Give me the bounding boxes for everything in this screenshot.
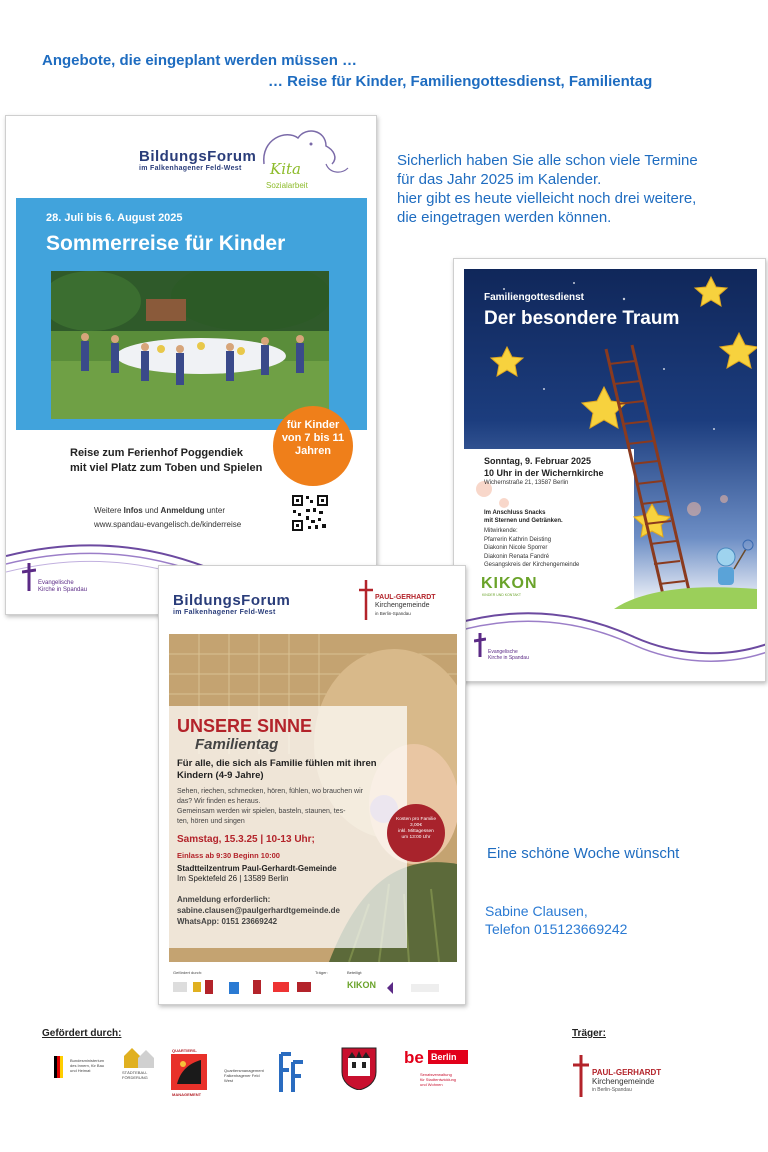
snack-note xyxy=(484,509,563,525)
snack-line: Im Anschluss Snacks xyxy=(484,510,546,516)
ffw-logo-icon xyxy=(277,1052,303,1094)
logo-title: BildungsForum xyxy=(173,592,291,609)
info-bold: Anmeldung xyxy=(160,506,205,515)
signature-phone[interactable]: Telefon 015123669242 xyxy=(485,921,628,937)
mitwirkende-line: Pfarrerin Kathrin Deisting xyxy=(484,536,552,543)
poster-sommerreise[interactable] xyxy=(5,115,377,615)
kita-sub: Sozialarbeit xyxy=(266,181,308,190)
body-line: Sehen, riechen, schmecken, hören, fühlen, wo brauchen wir xyxy=(177,788,363,795)
date-line: Sonntag, 9. Februar 2025 xyxy=(484,456,592,466)
church-logo-line: Kirche in Spandau xyxy=(38,587,88,593)
cross-icon xyxy=(474,633,486,657)
german-eagle-icon xyxy=(54,1056,66,1078)
time-line: 10 Uhr in der Wichernkirche xyxy=(484,468,604,478)
familientag-title: UNSERE SINNE xyxy=(177,716,313,736)
familientag-subtitle: Familientag xyxy=(195,736,279,753)
senat-line: für Stadtentwicklung xyxy=(420,1077,457,1082)
bildungsforum-logo xyxy=(139,148,256,172)
logo-subtitle: im Falkenhagener Feld-West xyxy=(139,165,242,172)
poster-familientag[interactable] xyxy=(158,565,466,1005)
body-line: ten, hören und singen xyxy=(177,818,245,825)
kikon-logo: KIKON xyxy=(481,575,538,592)
mitwirkende-line: Diakonin Nicole Sporrer xyxy=(484,545,548,551)
cost-line: um 13:00 Uhr xyxy=(401,835,431,840)
wave-decoration xyxy=(454,599,766,682)
qm-text xyxy=(224,1068,264,1083)
familientag-body xyxy=(177,787,387,827)
info-text: unter xyxy=(204,506,226,515)
pg-line: Kirchengemeinde xyxy=(592,1077,655,1086)
senat-line: und Wohnen xyxy=(420,1082,443,1087)
anmeldung-line: Anmeldung erforderlich: xyxy=(177,895,271,904)
staedtebau-logo-icon xyxy=(122,1046,156,1068)
anmeldung-whatsapp[interactable]: WhatsApp: 0151 23669242 xyxy=(177,917,278,926)
quartiers-bottom: MANAGEMENT xyxy=(172,1092,202,1097)
church-logo-line: Evangelische xyxy=(488,649,518,655)
mitwirkende-line: Diakonin Renata Fandré xyxy=(484,553,550,560)
location-line: Im Spektefeld 26 | 13589 Berlin xyxy=(177,874,289,883)
sponsor-logos xyxy=(173,978,313,998)
familientag-anmeldung xyxy=(177,894,340,927)
bmi-line: und Heimat xyxy=(70,1068,91,1073)
pg-line: in Berlin-Spandau xyxy=(592,1087,632,1093)
gottesdienst-date xyxy=(484,455,603,479)
info-bold: Infos xyxy=(123,506,143,515)
logo-subtitle: im Falkenhagener Feld-West xyxy=(173,609,276,616)
age-badge xyxy=(273,406,353,486)
closing-greeting: Eine schöne Woche wünscht xyxy=(487,845,680,862)
desc-line: Reise zum Ferienhof Poggendiek xyxy=(70,447,243,459)
kita-logo xyxy=(256,124,356,194)
signature xyxy=(485,902,627,938)
pg-line: in Berlin-Spandau xyxy=(375,611,411,616)
paul-gerhardt-cross-icon xyxy=(359,580,373,620)
cross-icon xyxy=(22,563,36,591)
pg-line: PAUL-GERHARDT xyxy=(592,1068,662,1077)
kikon-logo: KIKON xyxy=(347,980,376,990)
poster-familiengottesdienst[interactable] xyxy=(453,258,766,682)
sponsor-label: Beteiligt: xyxy=(347,970,363,975)
gefoerdert-label: Gefördert durch: xyxy=(42,1028,122,1039)
sponsor-label: Träger: xyxy=(315,970,328,975)
bmi-line: des Innern, für Bau xyxy=(70,1063,105,1068)
qm-line: West xyxy=(224,1078,234,1083)
gottesdienst-title: Der besondere Traum xyxy=(484,308,680,329)
info-text: und xyxy=(142,506,161,515)
badge-line: von 7 bis 11 xyxy=(281,432,345,444)
staedtebau-line: FÖRDERUNG xyxy=(122,1075,148,1080)
cost-line: 3,00€ xyxy=(409,823,422,828)
snack-line: mit Sternen und Getränken. xyxy=(484,518,563,524)
qm-line: Quartiersmanagement xyxy=(224,1068,264,1073)
senat-line: Senatsverwaltung xyxy=(420,1072,452,1077)
bmi-line: Bundesministerium xyxy=(70,1058,105,1063)
bmi-logo xyxy=(70,1058,104,1073)
mitwirkende-line: Mitwirkende: xyxy=(484,528,518,534)
badge-line: für Kinder xyxy=(286,419,340,431)
mitwirkende-line: Gesangskreis der Kirchengemeinde xyxy=(484,562,580,568)
intro-line: die eingetragen werden können. xyxy=(397,209,612,226)
intro-text xyxy=(397,151,757,227)
be-berlin-logo: be xyxy=(404,1048,424,1067)
quartiersmanagement-logo-icon xyxy=(171,1054,207,1090)
reise-description xyxy=(70,446,262,476)
body-line: das? Wir finden es heraus. xyxy=(177,798,261,805)
sponsor-logos xyxy=(385,980,445,996)
senatsverwaltung-text xyxy=(420,1072,456,1087)
familientag-lead: Für alle, die sich als Familie fühlen mit ihren Kindern (4-9 Jahre) xyxy=(177,758,377,781)
info-text: Weitere xyxy=(94,506,124,515)
header-line-1: Angebote, die eingeplant werden müssen … xyxy=(42,52,358,69)
pg-line: Kirchengemeinde xyxy=(375,602,430,609)
be-berlin-tag: Berlin xyxy=(428,1050,468,1064)
church-logo-line: Evangelische xyxy=(38,580,74,586)
kikon-sub: KINDER UND KONTAKT xyxy=(482,593,522,597)
gottesdienst-address: Wichernstraße 21, 13587 Berlin xyxy=(484,480,569,486)
traeger-label: Träger: xyxy=(572,1028,606,1039)
desc-line: mit viel Platz zum Toben und Spielen xyxy=(70,462,263,474)
pg-line: PAUL-GERHARDT xyxy=(375,594,436,601)
intro-line: für das Jahr 2025 im Kalender. xyxy=(397,171,602,188)
familientag-date: Samstag, 15.3.25 | 10-13 Uhr; xyxy=(177,834,315,845)
church-logo xyxy=(38,580,87,594)
paul-gerhardt-logo xyxy=(592,1068,661,1095)
badge-line: Jahren xyxy=(294,445,332,457)
cost-badge xyxy=(387,804,445,862)
quartiers-top: QUARTIERS- xyxy=(172,1048,197,1053)
reise-title: Sommerreise für Kinder xyxy=(46,232,286,255)
kita-text: Kita xyxy=(270,160,301,178)
bildungsforum-logo xyxy=(173,592,290,616)
intro-line: hier gibt es heute vielleicht noch drei weitere, xyxy=(397,190,697,207)
qm-line: Falkenhagener Feld xyxy=(224,1073,260,1078)
reise-date: 28. Juli bis 6. August 2025 xyxy=(46,212,183,224)
gottesdienst-kicker: Familiengottesdienst xyxy=(484,292,585,303)
reise-url[interactable]: www.spandau-evangelisch.de/kinderreise xyxy=(94,520,242,529)
intro-line: Sicherlich haben Sie alle schon viele Termine xyxy=(397,152,698,169)
body-line: Gemeinsam werden wir spielen, basteln, staunen, tes- xyxy=(177,808,346,815)
logo-title: BildungsForum xyxy=(139,148,257,165)
signature-name: Sabine Clausen, xyxy=(485,903,588,919)
header-line-2: … Reise für Kinder, Familiengottesdienst, Familientag xyxy=(268,73,653,90)
church-logo-line: Kirche in Spandau xyxy=(488,655,529,661)
cost-line: Kosten pro Familie xyxy=(396,817,436,822)
cost-line: inkl. Mittagessen xyxy=(398,829,434,834)
kids-photo xyxy=(51,271,329,419)
paul-gerhardt-cross-icon xyxy=(573,1055,589,1097)
mitwirkende-list xyxy=(484,527,579,570)
poster-sponsor-strip xyxy=(171,968,455,1002)
church-logo xyxy=(488,649,529,661)
paul-gerhardt-logo xyxy=(375,594,436,618)
sponsor-label: Gefördert durch: xyxy=(173,970,203,975)
location-line: Stadtteilzentrum Paul-Gerhardt-Gemeinde xyxy=(177,864,337,873)
staedtebau-logo xyxy=(122,1070,148,1080)
staedtebau-line: STÄDTEBAU- xyxy=(122,1070,148,1075)
anmeldung-email[interactable]: sabine.clausen@paulgerhardtgemeinde.de xyxy=(177,906,340,915)
spandau-coat-of-arms-icon xyxy=(340,1046,378,1090)
familientag-einlass: Einlass ab 9:30 Beginn 10:00 xyxy=(177,851,280,860)
familientag-location xyxy=(177,864,337,884)
